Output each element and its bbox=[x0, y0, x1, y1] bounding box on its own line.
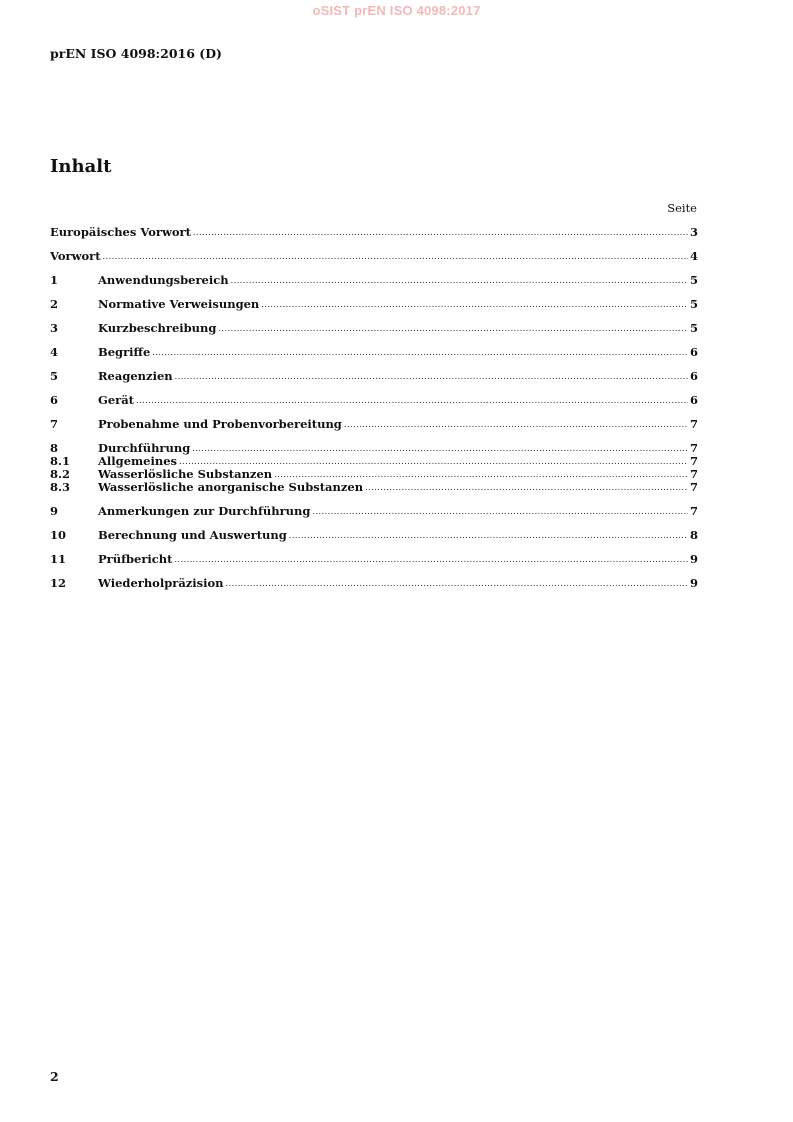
document-header: prEN ISO 4098:2016 (D) bbox=[50, 46, 222, 61]
toc-entry-number: 7 bbox=[50, 417, 59, 431]
toc-entry-title: Kurzbeschreibung bbox=[98, 321, 217, 335]
toc-entry-page: 5 bbox=[689, 273, 698, 287]
toc-entry-title: Europäisches Vorwort bbox=[50, 225, 191, 239]
dot-leader bbox=[193, 226, 688, 239]
watermark: oSIST prEN ISO 4098:2017 bbox=[312, 3, 481, 18]
toc-entry-10[interactable] bbox=[50, 529, 698, 542]
dot-leader bbox=[175, 370, 688, 383]
toc-entry-12[interactable] bbox=[50, 577, 698, 590]
toc-entry-number: 6 bbox=[50, 393, 59, 407]
toc-entry-3[interactable] bbox=[50, 322, 698, 335]
toc-entry-number: 12 bbox=[50, 576, 67, 590]
dot-leader bbox=[261, 298, 688, 311]
toc-entry-number: 11 bbox=[50, 552, 67, 566]
toc-entry-6[interactable] bbox=[50, 394, 698, 407]
toc-entry-title: Berechnung und Auswertung bbox=[98, 528, 287, 542]
dot-leader bbox=[136, 394, 688, 407]
toc-entry-number: 2 bbox=[50, 297, 59, 311]
toc-entry-title: Prüfbericht bbox=[98, 552, 173, 566]
toc-entry-9[interactable] bbox=[50, 505, 698, 518]
toc-entry-title: Vorwort bbox=[50, 249, 101, 263]
toc-entry-page: 8 bbox=[689, 528, 698, 542]
toc-entry-2[interactable] bbox=[50, 298, 698, 311]
table-of-contents bbox=[50, 224, 698, 590]
toc-entry-8-3[interactable] bbox=[50, 481, 698, 494]
toc-entry-page: 5 bbox=[689, 297, 698, 311]
toc-entry-page: 9 bbox=[689, 576, 698, 590]
toc-entry-number: 8.3 bbox=[50, 480, 71, 494]
dot-leader bbox=[226, 577, 688, 590]
page-column-label: Seite bbox=[667, 201, 697, 215]
dot-leader bbox=[152, 346, 688, 359]
toc-entry-page: 7 bbox=[689, 504, 698, 518]
toc-entry-title: Wasserlösliche Substanzen bbox=[98, 467, 273, 481]
toc-entry-5[interactable] bbox=[50, 370, 698, 383]
toc-entry-number: 8.1 bbox=[50, 454, 71, 468]
toc-entry-title: Reagenzien bbox=[98, 369, 173, 383]
toc-entry-foreword[interactable] bbox=[50, 250, 698, 263]
toc-entry-page: 7 bbox=[689, 467, 698, 481]
toc-entry-page: 4 bbox=[689, 249, 698, 263]
dot-leader bbox=[192, 442, 688, 455]
toc-entry-page: 7 bbox=[689, 441, 698, 455]
toc-entry-title: Durchführung bbox=[98, 441, 191, 455]
toc-entry-1[interactable] bbox=[50, 274, 698, 287]
toc-entry-title: Wiederholpräzision bbox=[98, 576, 224, 590]
toc-entry-number: 4 bbox=[50, 345, 59, 359]
toc-entry-title: Anwendungsbereich bbox=[98, 273, 229, 287]
toc-entry-number: 8.2 bbox=[50, 467, 71, 481]
toc-entry-page: 7 bbox=[689, 454, 698, 468]
toc-entry-number: 1 bbox=[50, 273, 59, 287]
dot-leader bbox=[218, 322, 688, 335]
toc-entry-title: Begriffe bbox=[98, 345, 151, 359]
toc-entry-title: Normative Verweisungen bbox=[98, 297, 260, 311]
toc-heading: Inhalt bbox=[50, 156, 112, 177]
toc-entry-page: 7 bbox=[689, 480, 698, 494]
dot-leader bbox=[312, 505, 688, 518]
dot-leader bbox=[179, 455, 688, 468]
toc-entry-title: Probenahme und Probenvorbereitung bbox=[98, 417, 342, 431]
toc-entry-foreword-european[interactable] bbox=[50, 226, 698, 239]
toc-entry-page: 6 bbox=[689, 369, 698, 383]
toc-entry-number: 5 bbox=[50, 369, 59, 383]
dot-leader bbox=[274, 468, 688, 481]
toc-entry-page: 6 bbox=[689, 345, 698, 359]
toc-entry-page: 7 bbox=[689, 417, 698, 431]
toc-entry-title: Allgemeines bbox=[98, 454, 178, 468]
toc-entry-number: 10 bbox=[50, 528, 67, 542]
toc-entry-title: Gerät bbox=[98, 393, 134, 407]
toc-entry-title: Anmerkungen zur Durchführung bbox=[98, 504, 311, 518]
toc-entry-number: 8 bbox=[50, 441, 59, 455]
toc-entry-11[interactable] bbox=[50, 553, 698, 566]
toc-entry-page: 9 bbox=[689, 552, 698, 566]
dot-leader bbox=[174, 553, 688, 566]
dot-leader bbox=[365, 481, 688, 494]
toc-entry-7[interactable] bbox=[50, 418, 698, 431]
toc-entry-page: 6 bbox=[689, 393, 698, 407]
dot-leader bbox=[103, 250, 688, 263]
dot-leader bbox=[231, 274, 688, 287]
dot-leader bbox=[289, 529, 688, 542]
toc-entry-title: Wasserlösliche anorganische Substanzen bbox=[98, 480, 364, 494]
toc-entry-number: 3 bbox=[50, 321, 59, 335]
toc-entry-page: 5 bbox=[689, 321, 698, 335]
page-number: 2 bbox=[50, 1069, 59, 1084]
dot-leader bbox=[344, 418, 688, 431]
toc-entry-number: 9 bbox=[50, 504, 59, 518]
toc-entry-4[interactable] bbox=[50, 346, 698, 359]
toc-entry-page: 3 bbox=[689, 225, 698, 239]
